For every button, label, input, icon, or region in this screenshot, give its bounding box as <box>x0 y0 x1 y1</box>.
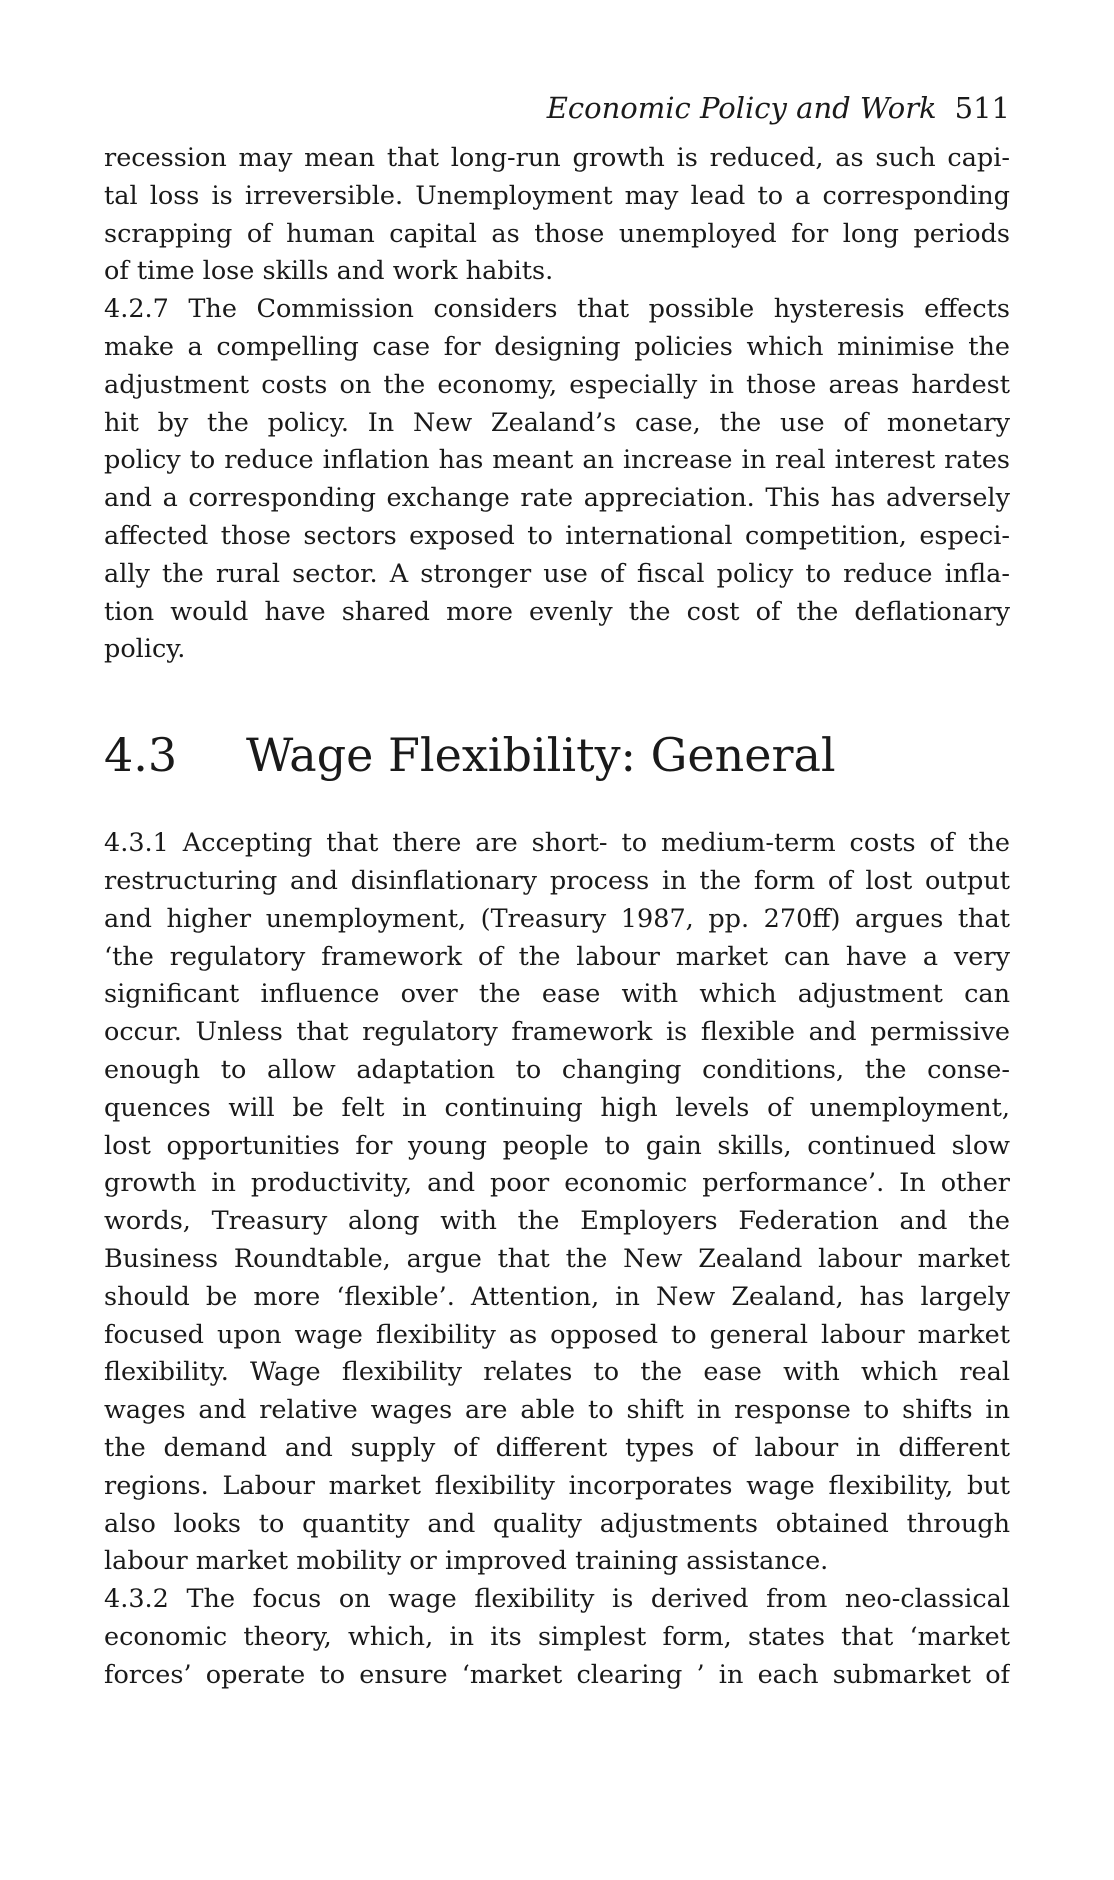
text-line: wages and relative wages are able to shift in response to shifts in <box>104 1395 1010 1426</box>
text-line: significant influence over the ease with which adjustment can <box>104 979 1010 1010</box>
running-head-title: Economic Policy and Work <box>546 91 937 125</box>
text-line: growth in productivity, and poor economic performance’. In other <box>104 1168 1010 1199</box>
text-line: regions. Labour market flexibility incorporates wage flexibility, but <box>104 1470 1010 1501</box>
text-line: focused upon wage flexibility as opposed to general labour market <box>104 1319 1010 1350</box>
text-line: 4.3.1 Accepting that there are short- to medium-term costs of the <box>104 828 1010 859</box>
text-line: quences will be felt in continuing high levels of unemployment, <box>104 1092 1010 1123</box>
text-line: ally the rural sector. A stronger use of fiscal policy to reduce infla- <box>104 558 1010 589</box>
text-line: adjustment costs on the economy, especially in those areas hardest <box>104 369 1010 400</box>
text-line: enough to allow adaptation to changing conditions, the conse- <box>104 1054 1010 1085</box>
text-line: labour market mobility or improved training assistance. <box>104 1546 829 1577</box>
text-line: forces’ operate to ensure ‘market clearing ’ in each submarket of <box>104 1659 1010 1690</box>
text-line: should be more ‘flexible’. Attention, in New Zealand, has largely <box>104 1281 1010 1312</box>
text-line: 4.2.7 The Commission considers that possible hysteresis effects <box>104 294 1010 325</box>
page-number: 511 <box>954 91 1010 125</box>
text-line: also looks to quantity and quality adjustments obtained through <box>104 1508 1010 1539</box>
text-line: recession may mean that long-run growth is reduced, as such capi- <box>104 143 1010 173</box>
paragraph-4-3-1 <box>104 825 1010 1581</box>
section-title: Wage Flexibility: General <box>246 728 836 783</box>
running-head <box>104 88 1010 128</box>
text-line: tal loss is irreversible. Unemployment may lead to a corresponding <box>104 180 1010 211</box>
text-line: ‘the regulatory framework of the labour market can have a very <box>104 941 1010 972</box>
text-line: make a compelling case for designing policies which minimise the <box>104 331 1010 362</box>
text-line: lost opportunities for young people to gain skills, continued slow <box>104 1130 1010 1161</box>
text-line: Business Roundtable, argue that the New Zealand labour market <box>104 1243 1010 1274</box>
text-line: affected those sectors exposed to international competition, especi- <box>104 520 1010 551</box>
section-heading <box>104 725 1010 785</box>
book-page <box>104 88 1010 1694</box>
text-line: and a corresponding exchange rate appreciation. This has adversely <box>104 483 1010 514</box>
text-line: words, Treasury along with the Employers Federation and the <box>104 1206 1010 1237</box>
section-number: 4.3 <box>104 728 178 783</box>
text-line: and higher unemployment, (Treasury 1987, pp. 270ff) argues that <box>104 903 1010 934</box>
text-line: policy to reduce inflation has meant an increase in real interest rates <box>104 445 1010 476</box>
text-line: 4.3.2 The focus on wage flexibility is derived from neo-classical <box>104 1584 1010 1615</box>
text-line: flexibility. Wage flexibility relates to the ease with which real <box>104 1357 1010 1388</box>
paragraph-4-3-2 <box>104 1581 1010 1694</box>
text-line: restructuring and disinflationary process in the form of lost output <box>104 865 1010 896</box>
text-line: of time lose skills and work habits. <box>104 256 554 287</box>
text-line: the demand and supply of different types of labour in different <box>104 1432 1010 1463</box>
text-line: hit by the policy. In New Zealand’s case, the use of monetary <box>104 407 1010 438</box>
text-line: occur. Unless that regulatory framework is flexible and permissive <box>104 1017 1010 1048</box>
text-line: scrapping of human capital as those unemployed for long periods <box>104 218 1010 249</box>
paragraph-4-2-7 <box>104 291 1010 669</box>
text-line: policy. <box>104 634 186 665</box>
text-line: tion would have shared more evenly the cost of the deflationary <box>104 596 1010 627</box>
text-line: economic theory, which, in its simplest form, states that ‘market <box>104 1621 1010 1652</box>
paragraph-continued <box>104 140 1010 291</box>
